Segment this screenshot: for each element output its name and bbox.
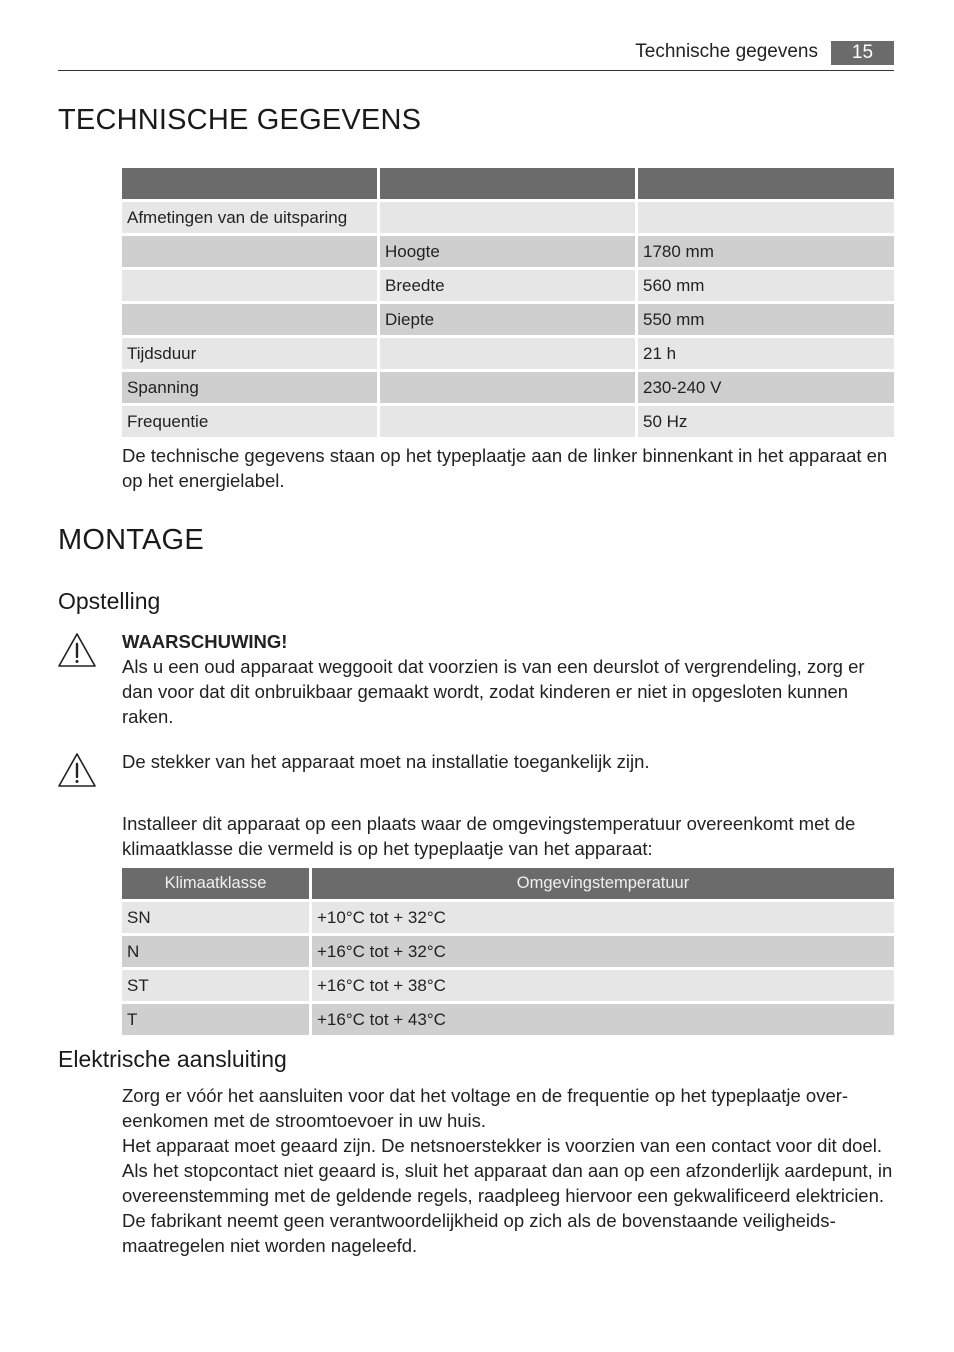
table-row	[122, 372, 894, 403]
table-cell: +16°C tot + 38°C	[312, 970, 894, 1001]
table-cell: ST	[122, 970, 309, 1001]
warning-triangle-icon	[57, 752, 97, 788]
table-cell: 50 Hz	[638, 406, 894, 437]
table-cell: Breedte	[380, 270, 635, 301]
table-cell: T	[122, 1004, 309, 1035]
table-cell: Afmetingen van de uitsparing	[122, 202, 377, 233]
warning-text: Als u een oud apparaat weggooit dat voorzien is van een deurslot of vergrendeling, zorg er dan voor dat dit onbruikbaar gemaakt wordt, zodat kinderen er niet in opgesloten kunnen raken.	[122, 656, 865, 727]
subheading-opstelling: Opstelling	[58, 588, 161, 614]
header-divider	[58, 70, 894, 71]
table-header-cell: Klimaatklasse	[122, 868, 309, 899]
table-cell: N	[122, 936, 309, 967]
table-cell: +16°C tot + 32°C	[312, 936, 894, 967]
table-row	[122, 304, 894, 335]
table-row	[122, 406, 894, 437]
running-header-title: Technische gegevens	[635, 41, 818, 62]
warning-block-2	[122, 749, 894, 774]
table-cell: 560 mm	[638, 270, 894, 301]
table-cell: Spanning	[122, 372, 377, 403]
climate-class-table	[119, 865, 897, 1038]
technical-note	[122, 443, 894, 493]
electrical-text: De fabrikant neemt geen verantwoordelijkheid op zich als de bovenstaande veiligheidsmaatregelen niet worden nageleefd.	[122, 1210, 836, 1256]
page-number: 15	[831, 41, 894, 65]
table-cell: Hoogte	[380, 236, 635, 267]
warning-text: De stekker van het apparaat moet na installatie toegankelijk zijn.	[122, 751, 650, 772]
table-cell: 1780 mm	[638, 236, 894, 267]
table-row	[122, 970, 894, 1001]
table-cell: +10°C tot + 32°C	[312, 902, 894, 933]
section-heading-technical: TECHNISCHE GEGEVENS	[58, 104, 422, 136]
table-header-cell: Omgevingstemperatuur	[312, 868, 894, 899]
table-cell	[122, 270, 377, 301]
table-header-row	[122, 868, 894, 899]
table-cell	[380, 202, 635, 233]
electrical-text: Zorg er vóór het aansluiten voor dat het voltage en de frequentie op het typeplaatje overeenkomen met de stroomtoevoer in uw huis.	[122, 1085, 849, 1131]
subheading-elektrische-aansluiting: Elektrische aansluiting	[58, 1046, 287, 1072]
table-row	[122, 902, 894, 933]
warning-block-1	[122, 629, 894, 729]
table-header-cell	[638, 168, 894, 199]
install-paragraph	[122, 811, 894, 861]
table-cell: 550 mm	[638, 304, 894, 335]
table-cell: Tijdsduur	[122, 338, 377, 369]
section-heading-montage: MONTAGE	[58, 524, 204, 556]
table-row	[122, 338, 894, 369]
table-cell	[380, 338, 635, 369]
technical-note-text: De technische gegevens staan op het typeplaatje aan de linker binnenkant in het apparaat en op het energielabel.	[122, 445, 888, 491]
warning-title: WAARSCHUWING!	[122, 631, 288, 652]
table-cell: +16°C tot + 43°C	[312, 1004, 894, 1035]
table-row	[122, 202, 894, 233]
table-row	[122, 236, 894, 267]
technical-data-table	[119, 165, 897, 440]
table-cell	[638, 202, 894, 233]
table-cell	[122, 236, 377, 267]
table-header-cell	[122, 168, 377, 199]
table-header-cell	[380, 168, 635, 199]
table-cell: SN	[122, 902, 309, 933]
table-row	[122, 936, 894, 967]
table-row	[122, 270, 894, 301]
install-text: Installeer dit apparaat op een plaats waar de omgevingstemperatuur overeenkomt met de klimaatklasse die vermeld is op het typeplaatje van het apparaat:	[122, 813, 856, 859]
table-cell	[380, 406, 635, 437]
table-cell	[380, 372, 635, 403]
table-cell: Frequentie	[122, 406, 377, 437]
electrical-text: Het apparaat moet geaard zijn. De netsnoerstekker is voorzien van een contact voor dit doel. Als het stopcontact niet geaard is, sluit het apparaat dan aan op een afzonderlijk aardepunt, in overeenstemming met de geldende regels, raadpleeg hiervoor een gekwalificeerd elektricien.	[122, 1135, 893, 1206]
table-cell: 21 h	[638, 338, 894, 369]
table-row	[122, 1004, 894, 1035]
table-cell: Diepte	[380, 304, 635, 335]
warning-triangle-icon	[57, 632, 97, 668]
table-cell	[122, 304, 377, 335]
table-cell: 230-240 V	[638, 372, 894, 403]
electrical-paragraphs	[122, 1083, 894, 1258]
table-header-row	[122, 168, 894, 199]
